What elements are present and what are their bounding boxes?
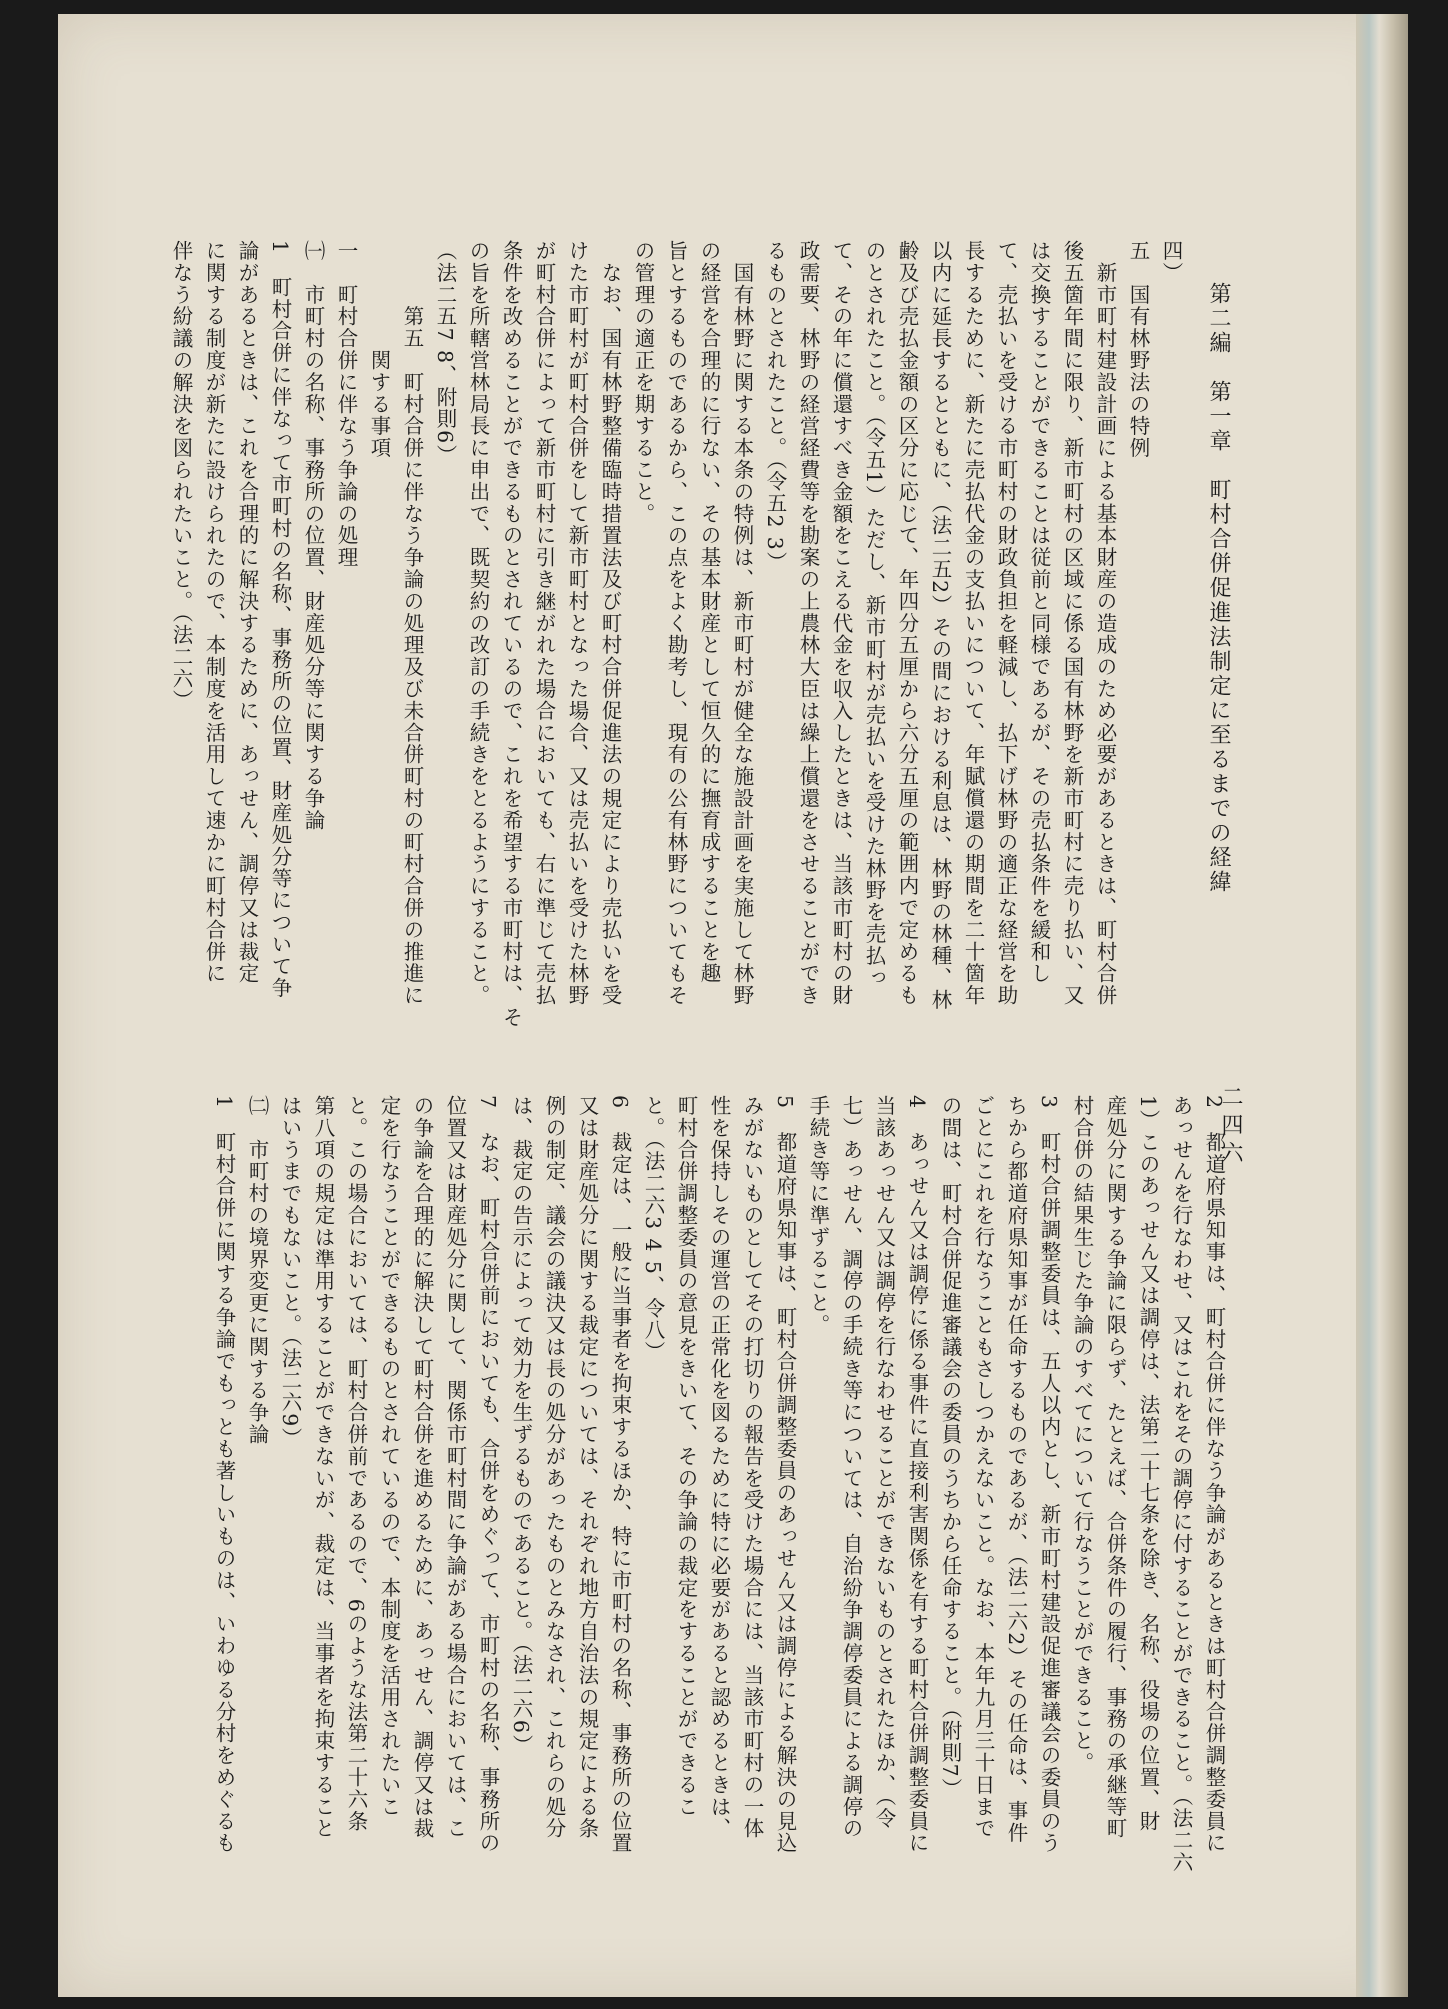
text-column: 以内に延長するとともに、（法二五2）その間における利息は、林野の林種、林 bbox=[928, 240, 952, 1011]
text-column: 位置又は財産処分に関して、関係市町村間に争論がある場合においては、こ bbox=[443, 1095, 467, 1840]
text-column: と。（法二六3 4 5、令八） bbox=[641, 1095, 665, 1363]
text-column: るものとされたこと。（令五2 3） bbox=[763, 240, 787, 574]
text-column: 旨とするものであるから、この点をよく勘考し、現有の公有林野についてもそ bbox=[664, 240, 688, 1007]
lower-text-block bbox=[120, 1095, 1230, 1975]
text-column: 4 あっせん又は調停に係る事件に直接利害関係を有する町村合併調整委員に bbox=[905, 1095, 929, 1855]
text-column: 伴なう紛議の解決を図られたいこと。（法二六） bbox=[169, 240, 193, 712]
text-column: の旨を所轄営林局長に申出で、既契約の改訂の手続きをとるようにすること。 bbox=[466, 240, 490, 1007]
text-column: 7 なお、町村合併前においても、合併をめぐって、市町村の名称、事務所の bbox=[476, 1095, 500, 1855]
text-column: 新市町村建設計画による基本財産の造成のため必要があるときは、町村合併 bbox=[1093, 240, 1117, 1007]
text-column: ㈠ 市町村の名称、事務所の位置、財産処分等に関する争論 bbox=[301, 240, 325, 832]
text-column: 政需要、林野の経営経費等を勘案の上農林大臣は繰上償還をさせることができ bbox=[796, 240, 820, 1007]
text-column: ごとにこれを行なうこともさしつかえないこと。なお、本年九月三十日まで bbox=[971, 1095, 995, 1840]
text-column: 齢及び売払金額の区分に応じて、年四分五厘から六分五厘の範囲内で定めるも bbox=[895, 240, 919, 1007]
text-column: の間は、町村合併促進審議会の委員のうちから任命すること。（附則7） bbox=[938, 1095, 962, 1800]
text-column: 手続き等に準ずること。 bbox=[806, 1095, 830, 1336]
text-column: 国有林野に関する本条の特例は、新市町村が健全な施設計画を実施して林野 bbox=[730, 240, 754, 1007]
text-column: 6 裁定は、一般に当事者を拘束するほか、特に市町村の名称、事務所の位置 bbox=[608, 1095, 632, 1855]
text-column: （法二五7 8、附則6） bbox=[433, 240, 457, 467]
text-column: 例の制定、議会の議決又は長の処分があったものとみなされ、これらの処分 bbox=[542, 1095, 566, 1840]
text-column: ちから都道府県知事が任命するものであるが、（法二六2）その任命は、事件 bbox=[1004, 1095, 1028, 1844]
text-column: 5 都道府県知事は、町村合併調整委員のあっせん又は調停による解決の見込 bbox=[773, 1095, 797, 1855]
text-column: 3 町村合併調整委員は、五人以内とし、新市町村建設促進審議会の委員のう bbox=[1037, 1095, 1061, 1855]
running-header: 第二編 第一章 町村合併促進法制定に至るまでの経緯 bbox=[1206, 282, 1231, 895]
text-column: なお、国有林野整備臨時措置法及び町村合併促進法の規定により売払いを受 bbox=[598, 240, 622, 1007]
text-column: 第八項の規定は準用することができないが、裁定は、当事者を拘束すること bbox=[311, 1095, 335, 1840]
text-column: の争論を合理的に解決して町村合併を進めるために、あっせん、調停又は裁 bbox=[410, 1095, 434, 1840]
text-column: はいうまでもないこと。（法二六9） bbox=[278, 1095, 302, 1450]
text-column: みがないものとしてその打切りの報告を受けた場合には、当該市町村の一体 bbox=[740, 1095, 764, 1840]
text-column: 後五箇年間に限り、新市町村の区域に係る国有林野を新市町村に売り払い、又 bbox=[1060, 240, 1084, 1007]
text-column: と。この場合においては、町村合併前であるので、6のような法第二十六条 bbox=[344, 1095, 368, 1833]
page-number: 二四六 bbox=[1218, 1085, 1243, 1169]
text-column: に関する制度が新たに設けられたので、本制度を活用して速かに町村合併に bbox=[202, 240, 226, 985]
text-column: 四） bbox=[1159, 240, 1183, 284]
text-column: 又は財産処分に関する裁定については、それぞれ地方自治法の規定による条 bbox=[575, 1095, 599, 1840]
text-column: 1 町村合併に関する争論でもっとも著しいものは、いわゆる分村をめぐるも bbox=[212, 1095, 236, 1855]
text-column: 条件を改めることができるものとされているので、これを希望する市町村は、そ bbox=[499, 240, 523, 1029]
text-column: 1）このあっせん又は調停は、法第二十七条を除き、名称、役場の位置、財 bbox=[1136, 1095, 1160, 1833]
text-column: 2 都道府県知事は、町村合併に伴なう争論があるときは町村合併調整委員に bbox=[1202, 1095, 1226, 1855]
text-column: 当該あっせん又は調停を行なわせることができないものとされたほか、（令 bbox=[872, 1095, 896, 1830]
text-column: の管理の適正を期すること。 bbox=[631, 240, 655, 525]
text-column: ㈡ 市町村の境界変更に関する争論 bbox=[245, 1095, 269, 1446]
text-column: て、売払いを受ける市町村の財政負担を軽減し、払下げ林野の適正な経営を助 bbox=[994, 240, 1018, 1007]
page-edge bbox=[1356, 14, 1408, 1997]
text-column: 第五 町村合併に伴なう争論の処理及び未合併町村の町村合併の推進に bbox=[400, 240, 424, 1007]
text-column: 性を保持しその運営の正常化を図るために特に必要があると認めるときは、 bbox=[707, 1095, 731, 1840]
text-column: 五 国有林野法の特例 bbox=[1126, 240, 1150, 459]
upper-text-block bbox=[169, 240, 1187, 1040]
text-column: 1 町村合併に伴なって市町村の名称、事務所の位置、財産処分等について争 bbox=[268, 240, 292, 1000]
text-column: 関する事項 bbox=[367, 240, 391, 459]
text-column: 町村合併調整委員の意見をきいて、その争論の裁定をすることができるこ bbox=[674, 1095, 698, 1818]
text-column: 産処分に関する争論に限らず、たとえば、合併条件の履行、事務の承継等町 bbox=[1103, 1095, 1127, 1840]
text-column: 定を行なうことができるものとされているので、本制度を活用されたいこ bbox=[377, 1095, 401, 1818]
text-column: の経営を合理的に行ない、その基本財産として恒久的に撫育成することを趣 bbox=[697, 240, 721, 985]
text-column: 村合併の結果生じた争論のすべてについて行なうことができること。 bbox=[1070, 1095, 1094, 1774]
text-column: のとされたこと。（令五1）ただし、新市町村が売払いを受けた林野を売払っ bbox=[862, 240, 886, 989]
text-column: て、その年に償還すべき金額をこえる代金を収入したときは、当該市町村の財 bbox=[829, 240, 853, 1007]
text-column: は、裁定の告示によって効力を生ずるものであること。（法二六6） bbox=[509, 1095, 533, 1757]
text-column: が町村合併によって新市町村に引き継がれた場合においても、右に準じて売払 bbox=[532, 240, 556, 1007]
text-column: けた市町村が町村合併をして新市町村となった場合、又は売払いを受けた林野 bbox=[565, 240, 589, 1007]
text-column: 七）あっせん、調停の手続き等については、自治紛争調停委員による調停の bbox=[839, 1095, 863, 1840]
text-column: あっせんを行なわせ、又はこれをその調停に付することができること。（法二六 bbox=[1169, 1095, 1193, 1874]
text-column: 一 町村合併に伴なう争論の処理 bbox=[334, 240, 358, 569]
text-column: 長するために、新たに売払代金の支払いについて、年賦償還の期間を二十箇年 bbox=[961, 240, 985, 1007]
text-column: は交換することができることは従前と同様であるが、その売払条件を緩和し bbox=[1027, 240, 1051, 985]
text-column: 論があるときは、これを合理的に解決するために、あっせん、調停又は裁定 bbox=[235, 240, 259, 985]
